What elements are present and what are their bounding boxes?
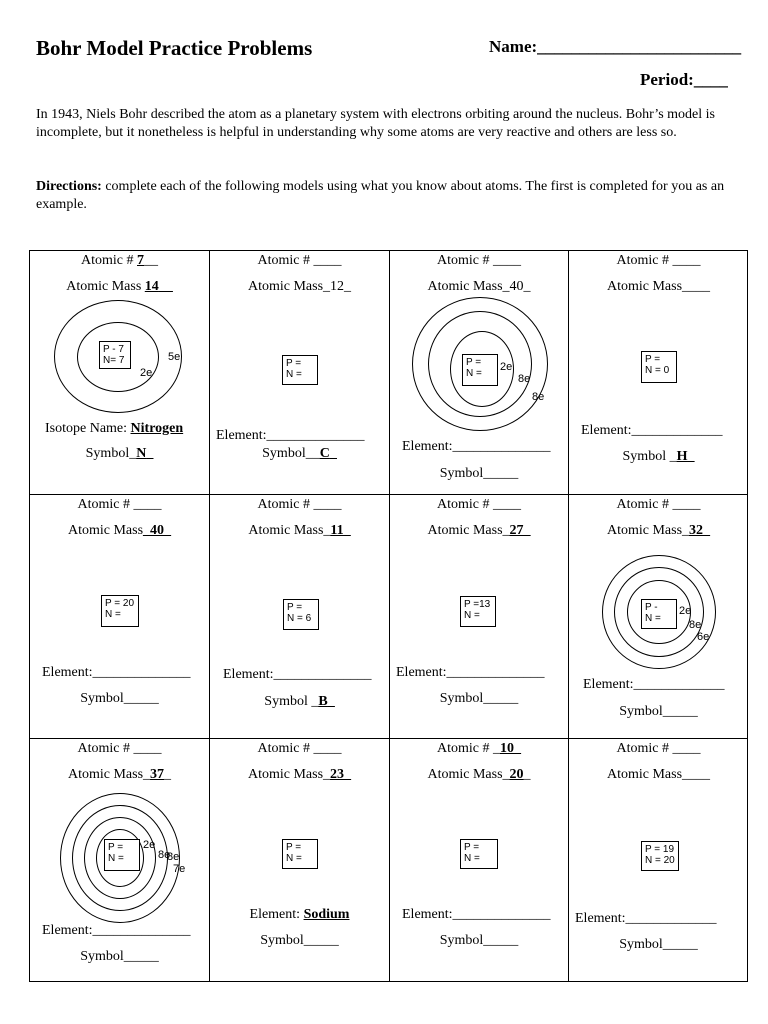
atomic-mass[interactable]: Atomic Mass 14__	[66, 279, 173, 294]
symbol[interactable]: Symbol _H_	[622, 449, 695, 464]
cell-3	[390, 251, 569, 495]
atomic-number[interactable]: Atomic # 7__	[81, 253, 158, 268]
atomic-mass[interactable]: Atomic Mass____	[606, 279, 711, 294]
shell-3-electrons: 8e	[532, 391, 545, 403]
cell-1	[30, 251, 210, 495]
nucleus: P - N =	[641, 599, 677, 629]
element-field[interactable]: Element: Sodium	[249, 907, 350, 922]
shell-2-electrons: 8e	[158, 849, 171, 861]
symbol[interactable]: Symbol_____	[260, 933, 339, 948]
atomic-number[interactable]: Atomic # ____	[437, 497, 521, 512]
page-title: Bohr Model Practice Problems	[36, 36, 313, 60]
nucleus: P = 19 N = 20	[641, 841, 679, 871]
nucleus: P = 20 N =	[101, 595, 139, 627]
atomic-number[interactable]: Atomic # ____	[437, 253, 521, 268]
atomic-mass[interactable]: Atomic Mass_40_	[427, 279, 531, 294]
cell-9	[30, 739, 210, 982]
cell-10	[210, 739, 390, 982]
cell-12	[569, 739, 748, 982]
atomic-mass[interactable]: Atomic Mass_40_	[67, 523, 172, 538]
atomic-mass[interactable]: Atomic Mass_12_	[247, 279, 352, 294]
nucleus: P = N = 6	[283, 599, 319, 630]
cell-7	[390, 495, 569, 739]
atomic-mass[interactable]: Atomic Mass_32_	[606, 523, 711, 538]
cell-5	[30, 495, 210, 739]
shell-1-electrons: 2e	[140, 367, 153, 379]
atomic-number[interactable]: Atomic # ____	[616, 741, 701, 756]
element-field[interactable]: Element:______________	[402, 439, 551, 454]
element-field[interactable]: Element:______________	[216, 428, 365, 443]
shell-3-electrons: 6e	[697, 631, 710, 643]
directions-paragraph	[36, 178, 726, 214]
atomic-number[interactable]: Atomic # ____	[616, 497, 701, 512]
element-field[interactable]: Element:_____________	[581, 423, 723, 438]
shell-2-electrons: 8e	[518, 373, 531, 385]
symbol[interactable]: Symbol_____	[80, 691, 159, 706]
nucleus: P = N =	[282, 355, 318, 385]
element-field[interactable]: Element:______________	[396, 665, 545, 680]
atomic-mass[interactable]: Atomic Mass_27_	[427, 523, 531, 538]
cell-4	[569, 251, 748, 495]
cell-11	[390, 739, 569, 982]
cell-2	[210, 251, 390, 495]
symbol[interactable]: Symbol__C_	[262, 446, 337, 461]
shell-2-electrons: 5e	[168, 351, 181, 363]
atomic-mass[interactable]: Atomic Mass_37_	[67, 767, 172, 782]
shell-1-electrons: 2e	[500, 361, 513, 373]
atomic-number[interactable]: Atomic # ____	[257, 497, 342, 512]
symbol[interactable]: Symbol_____	[439, 933, 519, 948]
name-field[interactable]: Name:________________________	[489, 37, 742, 56]
isotope-name[interactable]: Isotope Name: Nitrogen	[45, 421, 184, 436]
symbol[interactable]: Symbol_____	[80, 949, 159, 964]
nucleus: P = N = 0	[641, 351, 677, 383]
cell-6	[210, 495, 390, 739]
period-field[interactable]: Period:____	[640, 70, 728, 89]
element-field[interactable]: Element:______________	[402, 907, 551, 922]
atomic-number[interactable]: Atomic # ____	[616, 253, 701, 268]
element-field[interactable]: Element:_____________	[575, 911, 717, 926]
symbol[interactable]: Symbol _B_	[264, 694, 335, 709]
shell-2-electrons: 8e	[689, 619, 702, 631]
atomic-mass[interactable]: Atomic Mass_23_	[247, 767, 352, 782]
nucleus: P = N =	[462, 354, 498, 386]
shell-4-electrons: 7e	[173, 863, 186, 875]
element-field[interactable]: Element:_____________	[583, 677, 725, 692]
atomic-number[interactable]: Atomic # ____	[77, 497, 162, 512]
atomic-number[interactable]: Atomic # ____	[77, 741, 162, 756]
symbol[interactable]: Symbol_____	[619, 937, 698, 952]
nucleus: P = N =	[460, 839, 498, 869]
symbol[interactable]: Symbol_____	[439, 691, 519, 706]
symbol[interactable]: Symbol_____	[619, 704, 698, 719]
symbol[interactable]: Symbol_____	[439, 466, 519, 481]
shell-1-electrons: 2e	[679, 605, 692, 617]
symbol[interactable]: Symbol_N_	[85, 446, 154, 461]
element-field[interactable]: Element:______________	[42, 923, 191, 938]
cell-8	[569, 495, 748, 739]
bohr-model-grid	[29, 250, 748, 982]
nucleus: P =13 N =	[460, 596, 496, 627]
atomic-mass[interactable]: Atomic Mass_11_	[248, 523, 351, 538]
element-field[interactable]: Element:______________	[42, 665, 191, 680]
shell-1-electrons: 2e	[143, 839, 156, 851]
directions-label: Directions:	[36, 179, 102, 194]
nucleus: P - 7 N= 7	[99, 341, 131, 369]
intro-paragraph: In 1943, Niels Bohr described the atom as a planetary system with electrons orbiting around the nucleus. Bohr’s model is incomplete, but it nonetheless is helpful in understanding why some atoms are very reactive and others are less so.	[36, 107, 715, 140]
shell-3-electrons: 8e	[167, 851, 180, 863]
atomic-mass[interactable]: Atomic Mass_20_	[427, 767, 531, 782]
atomic-mass[interactable]: Atomic Mass____	[606, 767, 711, 782]
nucleus: P = N =	[282, 839, 318, 869]
nucleus: P = N =	[104, 839, 140, 871]
atomic-number[interactable]: Atomic # _10_	[437, 741, 521, 756]
directions-text: complete each of the following models using what you know about atoms. The first is completed for you as an example.	[36, 179, 725, 212]
element-field[interactable]: Element:______________	[223, 667, 372, 682]
atomic-number[interactable]: Atomic # ____	[257, 741, 342, 756]
atomic-number[interactable]: Atomic # ____	[257, 253, 342, 268]
